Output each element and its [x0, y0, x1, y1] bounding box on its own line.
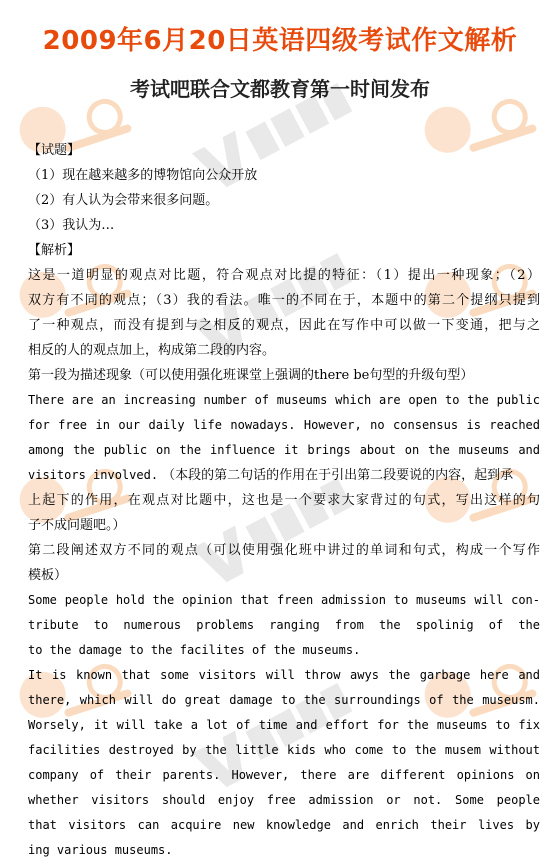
- essay-line: ing various museums.: [28, 843, 173, 857]
- question-item: （3）我认为…: [28, 218, 115, 233]
- page-title: 2009年6月20日英语四级考试作文解析: [42, 26, 518, 56]
- comment-line: 上起下的作用，在观点对比题中，这也是一个要求大家背过的句式，写出这样的句: [28, 493, 540, 508]
- question-item: （1）现在越来越多的博物馆向公众开放: [28, 168, 258, 183]
- essay-line: company of their parents. However, there are different opinions on: [28, 768, 540, 782]
- essay-line: There are an increasing number of museums which are open to the public: [28, 393, 540, 407]
- essay-line-mixed: [28, 463, 540, 488]
- essay-line: Worsely, it will take a lot of time and effort for the museums to fix: [28, 718, 540, 732]
- section-heading-question: 【试题】: [28, 143, 81, 158]
- essay-line: that visitors can acquire new knowledge and enrich their lives by: [28, 818, 540, 832]
- analysis-line: 相反的人的观点加上，构成第二段的内容。: [28, 343, 276, 358]
- section-heading-analysis: 【解析】: [28, 243, 81, 258]
- comment-fragment: （本段的第二句话的作用在于引出第二段要说的内容，起到承: [158, 468, 514, 483]
- essay-line: facilities destroyed by the little kids who come to the musem without: [28, 743, 540, 757]
- essay-line: Some people hold the opinion that freen admission to museums will con-: [28, 593, 540, 607]
- essay-line: among the public on the influence it brings about on the museums and: [28, 443, 540, 457]
- essay-line: to the damage to the facilites of the museums.: [28, 643, 361, 657]
- paragraph2-heading: 第二段阐述双方不同的观点（可以使用强化班中讲过的单词和句式，构成一个写作: [28, 543, 540, 558]
- paragraph2-heading: 模板）: [28, 568, 68, 583]
- comment-line: 子不成问题吧。）: [28, 518, 126, 533]
- paragraph1-heading: 第一段为描述现象（可以使用强化班课堂上强调的there be句型的升级句型）: [28, 368, 474, 383]
- page-subtitle: 考试吧联合文都教育第一时间发布: [130, 77, 430, 101]
- essay-fragment: visitors involved.: [28, 468, 159, 482]
- essay-line: tribute to numerous problems ranging from the spolinig of the: [28, 618, 540, 632]
- article-body: [28, 138, 540, 863]
- question-item: （2）有人认为会带来很多问题。: [28, 193, 219, 208]
- essay-line: for free in our daily life nowadays. However, no consensus is reached: [28, 418, 540, 432]
- essay-line: It is known that some visitors will throw awys the garbage here and: [28, 668, 540, 682]
- analysis-line: 了一种观点，而没有提到与之相反的观点，因此在写作中可以做一下变通，把与之: [28, 318, 540, 333]
- analysis-line: 双方有不同的观点；（3）我的看法。唯一的不同在于，本题中的第二个提纲只提到: [28, 293, 540, 308]
- essay-line: whether visitors should enjoy free admission or not. Some people: [28, 793, 540, 807]
- analysis-line: 这是一道明显的观点对比题，符合观点对比提的特征：（1）提出一种现象；（2）: [28, 268, 540, 283]
- essay-line: there, which will do great damage to the surroundings of the museusm.: [28, 693, 540, 707]
